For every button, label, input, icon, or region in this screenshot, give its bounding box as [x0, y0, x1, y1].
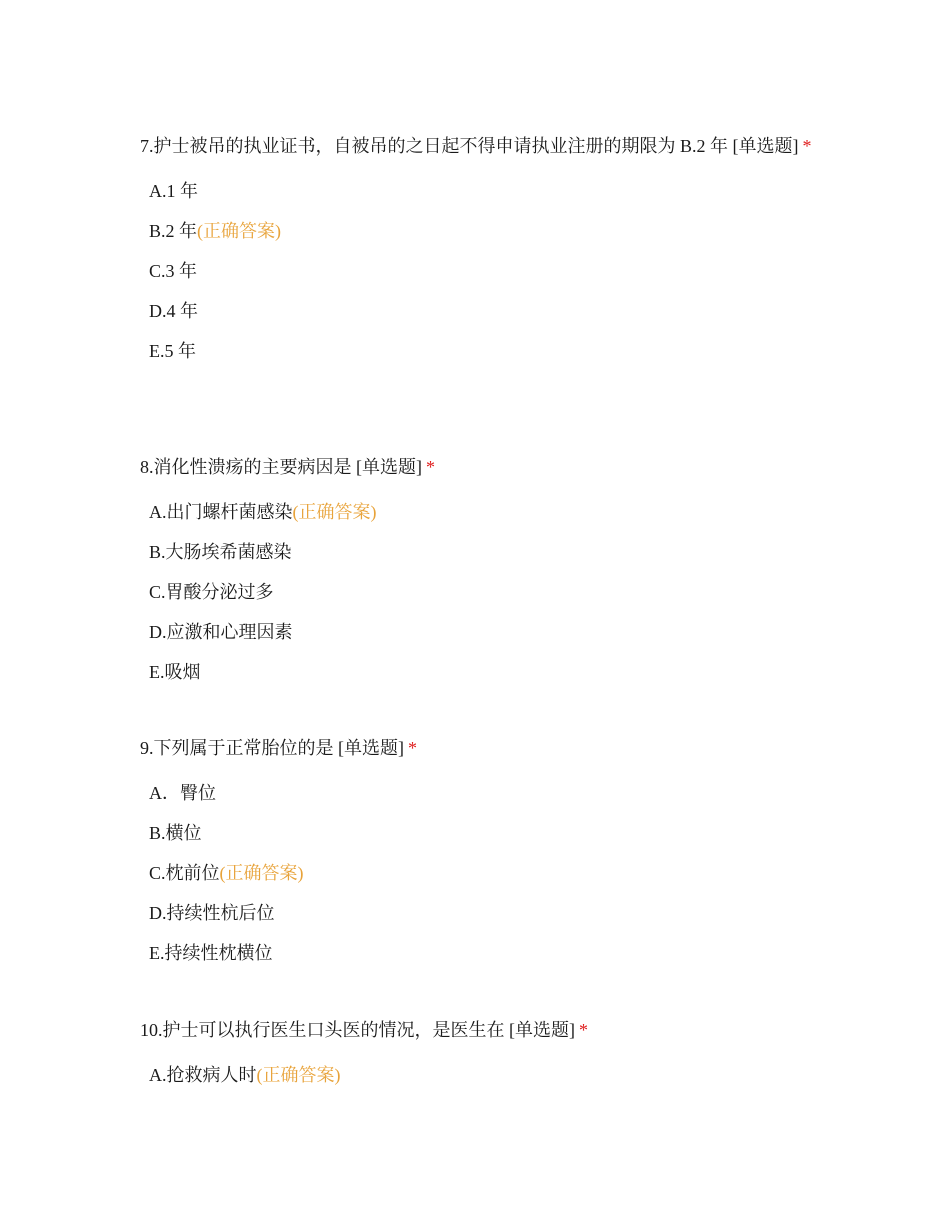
required-asterisk: * [408, 738, 417, 758]
question-9 [140, 729, 820, 973]
option-text: A.抢救病人时 [149, 1065, 257, 1085]
option-d [149, 612, 820, 652]
option-text: D.4 年 [149, 301, 198, 321]
option-c [149, 572, 820, 612]
question-title [140, 448, 820, 486]
correct-answer-marker: (正确答案) [219, 863, 304, 883]
option-c [149, 251, 820, 291]
required-asterisk: * [426, 457, 435, 477]
required-asterisk: * [579, 1020, 588, 1040]
option-text: B.横位 [149, 823, 202, 843]
option-text: B.2 年 [149, 221, 198, 241]
option-text: C.3 年 [149, 261, 198, 281]
question-title [140, 1011, 820, 1049]
question-title-text: 7.护士被吊的执业证书，自被吊的之日起不得申请执业注册的期限为 B.2 年 [单选题] [140, 136, 799, 156]
question-7 [140, 127, 820, 371]
option-b [149, 532, 820, 572]
option-text: D.应激和心理因素 [149, 622, 293, 642]
correct-answer-marker: (正确答案) [256, 1065, 341, 1085]
option-text: E.持续性枕横位 [149, 943, 273, 963]
option-b [149, 211, 820, 251]
question-title-text: 9.下列属于正常胎位的是 [单选题] [140, 738, 404, 758]
question-title [140, 127, 820, 165]
question-title-text: 10.护士可以执行医生口头医的情况，是医生在 [单选题] [140, 1020, 575, 1040]
option-text: A.出门螺杆菌感染 [149, 502, 293, 522]
option-text: C.枕前位 [149, 863, 220, 883]
option-d [149, 291, 820, 331]
option-a [149, 1055, 820, 1095]
option-a [149, 773, 820, 813]
option-b [149, 813, 820, 853]
question-title-text: 8.消化性溃疡的主要病因是 [单选题] [140, 457, 422, 477]
option-text: C.胃酸分泌过多 [149, 582, 274, 602]
option-text: D.持续性杭后位 [149, 903, 275, 923]
correct-answer-marker: (正确答案) [197, 221, 282, 241]
option-c [149, 853, 820, 893]
option-e [149, 933, 820, 973]
question-10 [140, 1011, 820, 1095]
option-text: E.5 年 [149, 341, 196, 361]
option-text: B.大肠埃希菌感染 [149, 542, 292, 562]
option-a [149, 171, 820, 211]
question-title [140, 729, 820, 767]
option-a [149, 492, 820, 532]
correct-answer-marker: (正确答案) [292, 502, 377, 522]
option-e [149, 652, 820, 692]
required-asterisk: * [802, 136, 812, 156]
option-text: A.1 年 [149, 181, 198, 201]
option-text: E.吸烟 [149, 662, 201, 682]
question-8 [140, 448, 820, 692]
option-e [149, 331, 820, 371]
option-d [149, 893, 820, 933]
option-text: A．臀位 [149, 783, 216, 803]
